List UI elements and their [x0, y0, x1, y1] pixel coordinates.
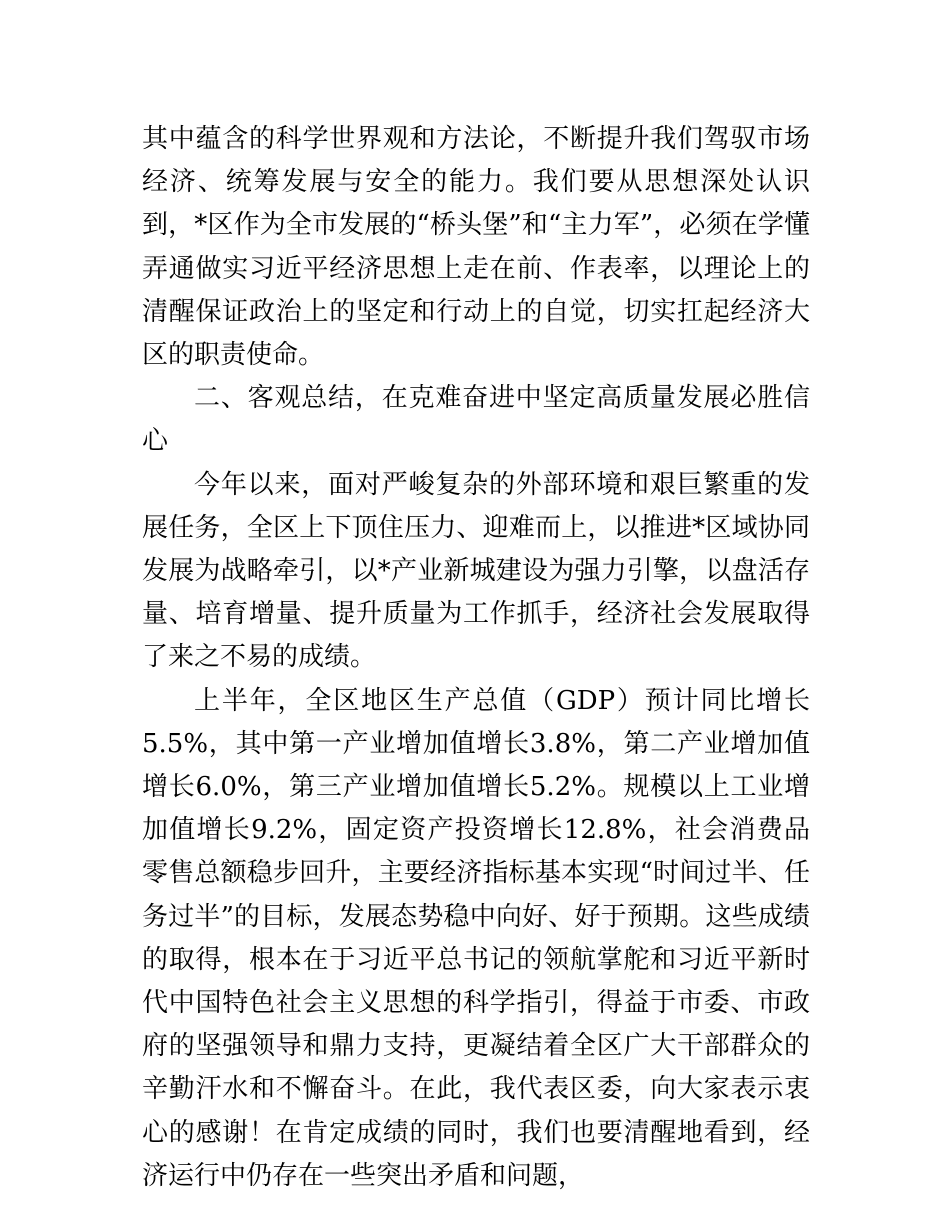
paragraph-overview: 今年以来，面对严峻复杂的外部环境和艰巨繁重的发展任务，全区上下顶住压力、迎难而上，以推进*区域协同发展为战略牵引，以*产业新城建设为强力引擎，以盘活存量、培育增量、提升质量为工作抓手，经济社会发展取得了来之不易的成绩。	[142, 469, 810, 673]
paragraph-continuation: 其中蕴含的科学世界观和方法论，不断提升我们驾驭市场经济、统筹发展与安全的能力。我们要从思想深处认识到，*区作为全市发展的“桥头堡”和“主力军”，必须在学懂弄通做实习近平经济思想上走在前、作表率，以理论上的清醒保证政治上的坚定和行动上的自觉，切实扛起经济大区的职责使命。	[142, 124, 810, 371]
paragraph-statistics: 上半年，全区地区生产总值（GDP）预计同比增长5.5%，其中第一产业增加值增长3.8%，第二产业增加值增长6.0%，第三产业增加值增长5.2%。规模以上工业增加值增长9.2%，固定资产投资增长12.8%，社会消费品零售总额稳步回升，主要经济指标基本实现“时间过半、任务过半”的目标，发展态势稳中向好、好于预期。这些成绩的取得，根本在于习近平总书记的领航掌舵和习近平新时代中国特色社会主义思想的科学指引，得益于市委、市政府的坚强领导和鼎力支持，更凝结着全区广大干部群众的辛勤汗水和不懈奋斗。在此，我代表区委，向大家表示衷心的感谢！在肯定成绩的同时，我们也要清醒地看到，经济运行中仍存在一些突出矛盾和问题，	[142, 685, 810, 1191]
section-heading: 二、客观总结，在克难奋进中坚定高质量发展必胜信心	[142, 383, 810, 457]
document-page	[142, 118, 810, 1198]
